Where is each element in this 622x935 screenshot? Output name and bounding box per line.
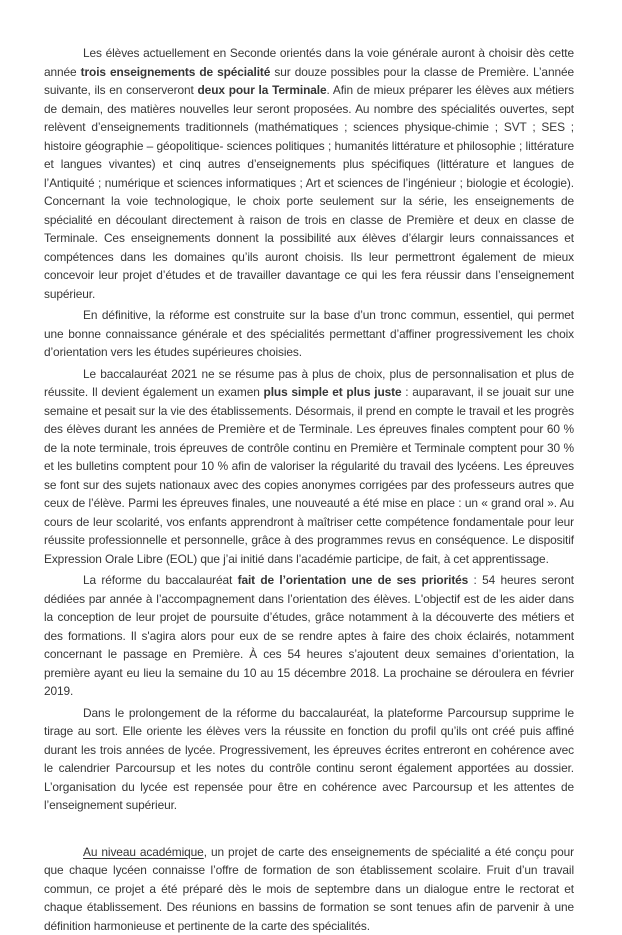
text-run: . Afin de mieux préparer les élèves aux métiers de demain, des matières nouvelles leur seront proposées. Au nombre des spécialités ouvertes, sept relèvent d’enseignements traditionnels (mathématiques ; sciences physique-chimie ; SVT ; SES ; histoire géographie – géopolitique- sciences politiques ; humanités littérature et philosophie ; littérature et langues vivantes) et cinq autres d’enseignements plus spécifiques (littérature et langues de l’Antiquité ; numérique et sciences informatiques ; Art et sciences de l’ingénieur ; biologie et écologie). Concernant la voie technologique, le choix porte seulement sur la série, les enseignements de spécialité en découlant directement à raison de trois en classe de Première et deux en classe de Terminale. Ces enseignements donnent la possibilité aux élèves d’élargir leurs connaissances et compétences dans les domaines qu’ils auront choisis. Ils leur permettront également de mieux concevoir leur projet d’études et de travailler davantage ce qui les fera réussir dans l’enseignement supérieur. — [44, 83, 574, 301]
paragraph-parcoursup — [44, 704, 574, 815]
underlined-text-run: Au niveau académique — [83, 845, 204, 859]
text-run: Les élèves actuellement en Seconde orientés dans la voie générale auront à choisir dès cette année — [44, 46, 574, 79]
bold-text-run: plus simple et plus juste — [264, 385, 402, 399]
paragraph-baccalaureat-2021 — [44, 365, 574, 569]
bold-text-run: trois enseignements de spécialité — [81, 65, 271, 79]
bold-text-run: fait de l’orientation une de ses priorités — [238, 573, 469, 587]
text-run: En définitive, la réforme est construite sur la base d’un tronc commun, essentiel, qui permet une bonne connaissance générale et des spécialités permettant d’affiner progressivement les choix d’orientation vers les études supérieures choisies. — [44, 308, 574, 359]
text-run: , un projet de carte des enseignements de spécialité a été conçu pour que chaque lycéen connaisse l’offre de formation de son établissement scolaire. Fruit d’un travail commun, ce projet a été préparé dès le mois de septembre dans un dialogue entre le rectorat et chaque établissement. Des réunions en bassins de formation se sont tenues afin de parvenir à une définition harmonieuse et pertinente de la carte des spécialités. — [44, 845, 574, 933]
paragraph-tronc-commun — [44, 306, 574, 362]
text-run: : auparavant, il se jouait sur une semaine et pesait sur la vie des établissements. Désormais, il prend en compte le travail et les progrès des élèves durant les années de Première et de Terminale. Les épreuves finales comptent pour 60 % de la note terminale, trois épreuves de contrôle continu en Première et Terminale comptent pour 30 % et les bulletins comptent pour 10 % afin de valoriser la régularité du travail des lycéens. Les épreuves se font sur des sujets nationaux avec des copies anonymes corrigées par des professeurs autres que ceux de l’élève. Parmi les épreuves finales, une nouveauté a été mise en place : un « grand oral ». Au cours de leur scolarité, vos enfants apprendront à maîtriser cette compétence fondamentale pour leur réussite professionnelle et personnelle, grâce à des programmes revus en conséquence. Le dispositif Expression Orale Libre (EOL) que j’ai initié dans l’académie participe, de fait, à cet apprentissage. — [44, 385, 574, 566]
text-run: Dans le prolongement de la réforme du baccalauréat, la plateforme Parcoursup supprime le tirage au sort. Elle oriente les élèves vers la réussite en fonction du profil qu’ils ont créé puis affiné durant les trois années de lycée. Progressivement, les épreuves écrites entreront en cohérence avec le calendrier Parcoursup et les notes du contrôle continu seront également apportées au dossier. L’organisation du lycée est repensée pour être en cohérence avec Parcoursup et les attentes de l’enseignement supérieur. — [44, 706, 574, 813]
text-run: : 54 heures seront dédiées par année à l’accompagnement dans l’orientation des élèves. L'objectif est de les aider dans la conception de leur projet de poursuite d’études, grâce notamment à la découverte des métiers et des formations. Il s'agira alors pour eux de se rendre aptes à faire des choix éclairés, notamment concernant le passage en Première. À ces 54 heures s’ajoutent deux semaines d’orientation, la première ayant eu lieu la semaine du 10 au 15 décembre 2018. La prochaine se déroulera en février 2019. — [44, 573, 574, 698]
paragraph-specialites — [44, 44, 574, 303]
text-run: sur douze possibles pour la classe de Première. L’année suivante, ils en conserveront — [44, 65, 574, 98]
text-run: Le baccalauréat 2021 ne se résume pas à plus de choix, plus de personnalisation et plus de réussite. Il devient également un examen — [44, 367, 574, 400]
paragraph-orientation — [44, 571, 574, 701]
bold-text-run: deux pour la Terminale — [198, 83, 327, 97]
paragraph-niveau-academique — [44, 843, 574, 935]
text-run: La réforme du baccalauréat — [83, 573, 238, 587]
